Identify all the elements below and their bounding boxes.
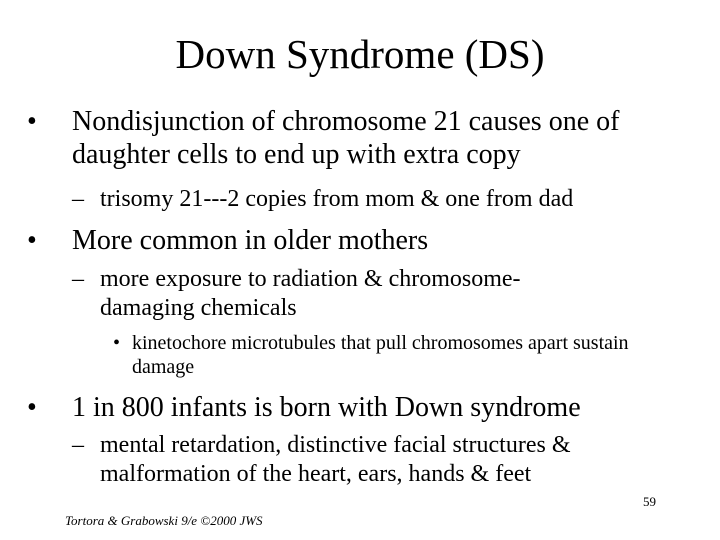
sub-bullet-text-3: mental retardation, distinctive facial structures & malformation of the heart, ears, hands & feet bbox=[100, 432, 571, 487]
bullet-marker-3: • bbox=[27, 392, 37, 423]
sub-bullet-marker-3: – bbox=[72, 432, 84, 458]
bullet-text-2: More common in older mothers bbox=[72, 225, 429, 256]
page-number: 59 bbox=[643, 494, 656, 509]
sub-sub-bullet-marker-1: • bbox=[113, 332, 121, 354]
sub-bullet-marker-2: – bbox=[72, 266, 84, 292]
slide-title: Down Syndrome (DS) bbox=[175, 31, 545, 77]
sub-bullet-text-1: trisomy 21---2 copies from mom & one from dad bbox=[100, 186, 574, 212]
bullet-text-3: 1 in 800 infants is born with Down syndrome bbox=[72, 392, 581, 423]
sub-bullet-text-2: more exposure to radiation & chromosome-damaging chemicals bbox=[100, 266, 521, 321]
sub-bullet-marker-1: – bbox=[72, 186, 84, 212]
footer-citation: Tortora & Grabowski 9/e ©2000 JWS bbox=[65, 513, 263, 528]
bullet-marker-2: • bbox=[27, 225, 37, 256]
bullet-text-1: Nondisjunction of chromosome 21 causes one of daughter cells to end up with extra copy bbox=[72, 106, 620, 170]
bullet-marker-1: • bbox=[27, 106, 37, 137]
sub-sub-bullet-text-1: kinetochore microtubules that pull chromosomes apart sustain damage bbox=[132, 332, 629, 378]
